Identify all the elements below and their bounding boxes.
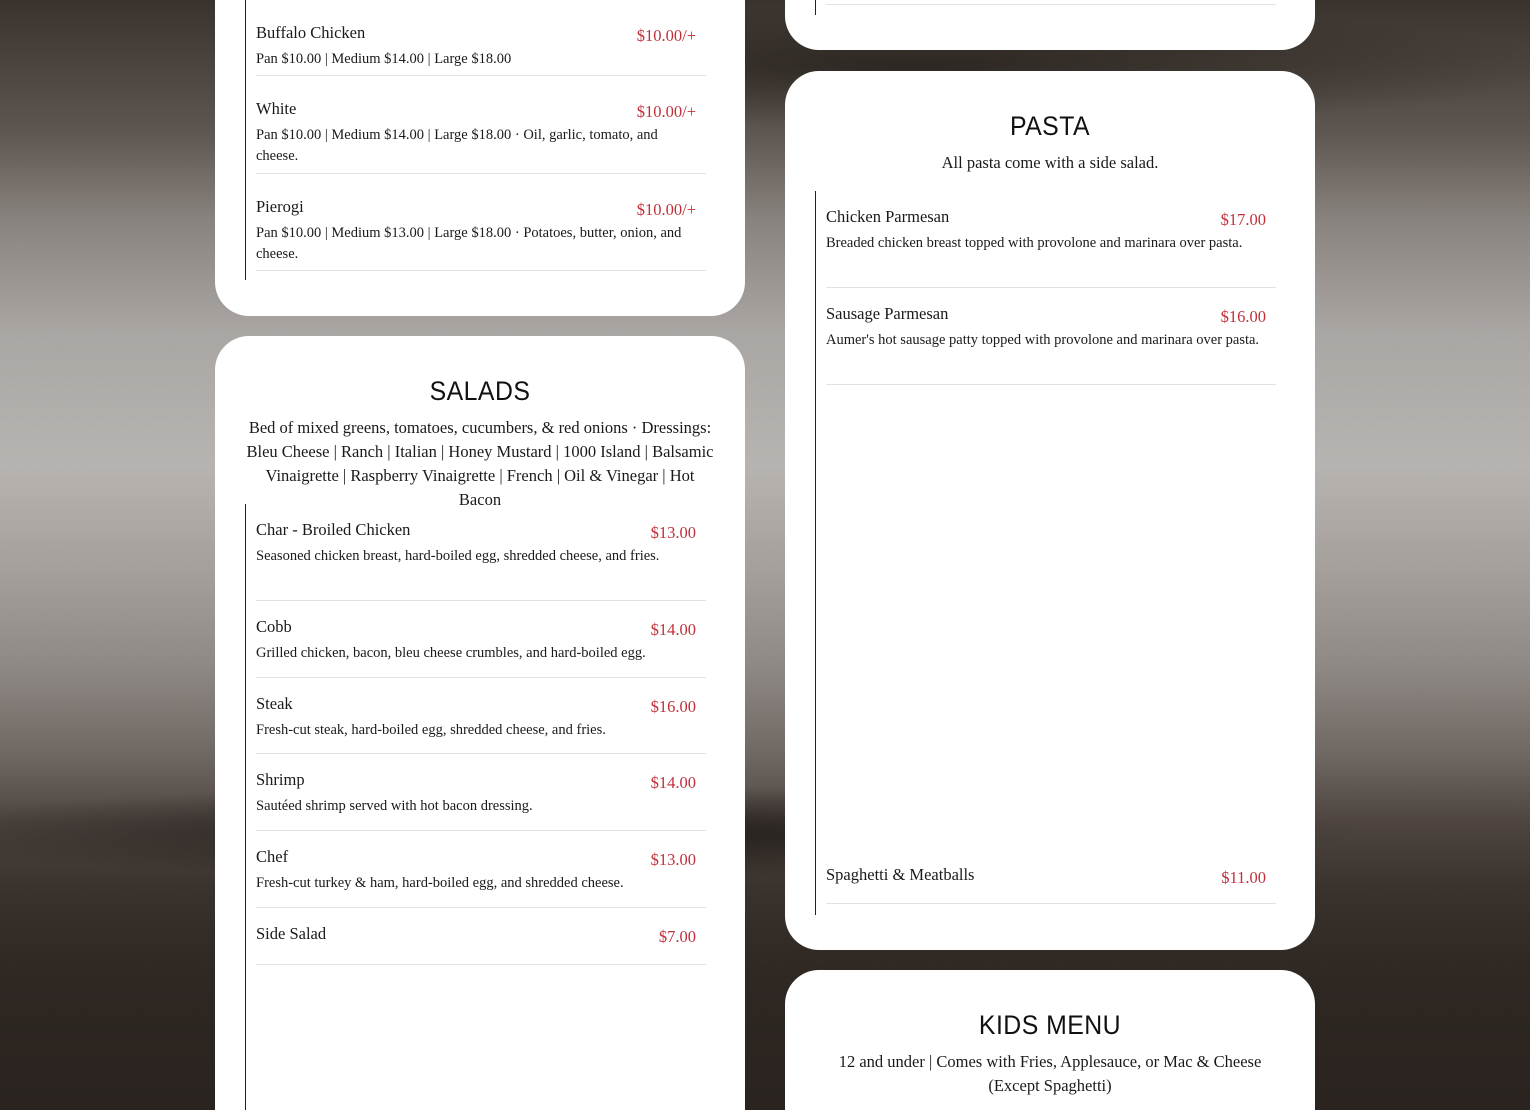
item-name: Chef bbox=[256, 847, 289, 866]
menu-item bbox=[826, 207, 1276, 288]
item-description: Fresh-cut turkey & ham, hard-boiled egg, and shredded cheese. bbox=[256, 875, 624, 891]
item-name: White bbox=[256, 99, 297, 118]
item-name: Chicken Parmesan bbox=[826, 207, 950, 226]
menu-item bbox=[256, 694, 706, 754]
item-name: Spaghetti & Meatballs bbox=[826, 865, 975, 884]
menu-item bbox=[256, 520, 706, 601]
item-name: Sausage Parmesan bbox=[826, 304, 949, 323]
menu-item bbox=[256, 617, 706, 678]
item-description: Seasoned chicken breast, hard-boiled egg, shredded cheese, and fries. bbox=[256, 548, 660, 564]
item-description: Breaded chicken breast topped with provolone and marinara over pasta. bbox=[826, 235, 1243, 251]
item-price: $10.00/+ bbox=[636, 26, 696, 45]
previous-item-list bbox=[815, 0, 1276, 15]
section-title: KIDS MENU bbox=[978, 1010, 1122, 1040]
item-price: $10.00/+ bbox=[636, 102, 696, 121]
menu-item bbox=[256, 770, 706, 831]
item-name: Buffalo Chicken bbox=[256, 23, 366, 42]
section-description: Bed of mixed greens, tomatoes, cucumbers, & red onions · Dressings: Bleu Cheese | Ranch | Italian | Honey Mustard | 1000 Island | Balsamic Vinaigrette | Raspberry Vinaigrette | French | Oil & Vinegar | Hot Bacon bbox=[246, 418, 714, 509]
item-price: $13.00 bbox=[650, 850, 696, 869]
menu-item bbox=[256, 99, 706, 174]
salads-item-list bbox=[245, 504, 706, 1110]
menu-item bbox=[256, 23, 706, 76]
item-description: Grilled chicken, bacon, bleu cheese crumbles, and hard-boiled egg. bbox=[256, 645, 646, 661]
menu-divider bbox=[826, 0, 1276, 5]
section-description: All pasta come with a side salad. bbox=[941, 153, 1159, 172]
item-price: $11.00 bbox=[1221, 868, 1266, 887]
kids-menu-card bbox=[785, 970, 1315, 1110]
menu-item bbox=[256, 924, 706, 965]
item-price: $14.00 bbox=[650, 620, 696, 639]
item-description: Pan $10.00 | Medium $13.00 | Large $18.00 · Potatoes, butter, onion, and cheese. bbox=[256, 225, 682, 262]
item-price: $16.00 bbox=[1220, 307, 1266, 326]
section-title: SALADS bbox=[429, 376, 531, 406]
item-price: $10.00/+ bbox=[636, 200, 696, 219]
menu-item bbox=[256, 847, 706, 908]
item-description: Aumer's hot sausage patty topped with provolone and marinara over pasta. bbox=[826, 332, 1260, 348]
item-price: $17.00 bbox=[1220, 210, 1266, 229]
previous-menu-card bbox=[785, 0, 1315, 50]
item-name: Shrimp bbox=[256, 770, 305, 789]
salads-menu-card bbox=[215, 336, 745, 1110]
item-description: Fresh-cut steak, hard-boiled egg, shredded cheese, and fries. bbox=[256, 722, 606, 738]
item-description: Pan $10.00 | Medium $14.00 | Large $18.00 bbox=[256, 51, 512, 67]
pasta-item-list bbox=[815, 191, 1276, 915]
item-price: $14.00 bbox=[650, 773, 696, 792]
item-name: Char - Broiled Chicken bbox=[256, 520, 411, 539]
item-name: Side Salad bbox=[256, 924, 327, 943]
item-description: Pan $10.00 | Medium $14.00 | Large $18.00 · Oil, garlic, tomato, and cheese. bbox=[256, 127, 658, 164]
pizza-menu-card bbox=[215, 0, 745, 316]
section-description: 12 and under | Comes with Fries, Applesauce, or Mac & Cheese (Except Spaghetti) bbox=[838, 1052, 1262, 1095]
menu-item bbox=[826, 304, 1276, 385]
pizza-item-list bbox=[245, 0, 706, 280]
item-name: Steak bbox=[256, 694, 293, 713]
item-price: $16.00 bbox=[650, 697, 696, 716]
menu-item bbox=[256, 197, 706, 271]
menu-item bbox=[826, 865, 1276, 904]
item-price: $7.00 bbox=[658, 927, 696, 946]
pasta-menu-card bbox=[785, 71, 1315, 950]
item-price: $13.00 bbox=[650, 523, 696, 542]
item-name: Cobb bbox=[256, 617, 292, 636]
item-name: Pierogi bbox=[256, 197, 304, 216]
item-description: Sautéed shrimp served with hot bacon dressing. bbox=[256, 798, 533, 814]
section-title: PASTA bbox=[1009, 111, 1091, 141]
